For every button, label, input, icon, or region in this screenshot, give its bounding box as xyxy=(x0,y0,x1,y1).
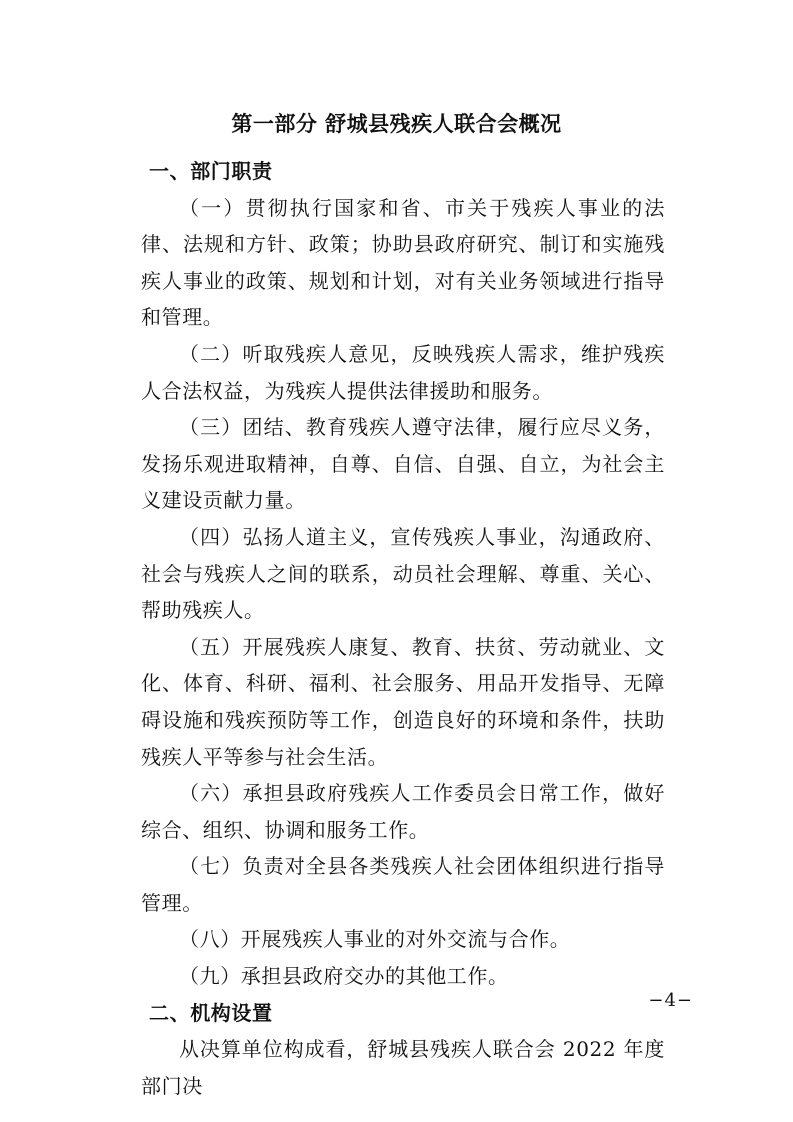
duty-item-4: （四）弘扬人道主义，宣传残疾人事业，沟通政府、社会与残疾人之间的联系，动员社会理解、尊重、关心、帮助残疾人。 xyxy=(141,524,665,623)
duty-item-8: （八）开展残疾人事业的对外交流与合作。 xyxy=(179,927,571,952)
duty-item-6: （六）承担县政府残疾人工作委员会日常工作，做好综合、组织、协调和服务工作。 xyxy=(141,781,665,842)
duty-item-3: （三）团结、教育残疾人遵守法律，履行应尽义务，发扬乐观进取精神，自尊、自信、自强、自立，为社会主义建设贡献力量。 xyxy=(141,415,665,513)
duty-item-1: （一）贯彻执行国家和省、市关于残疾人事业的法律、法规和方针、政策；协助县政府研究、制订和实施残疾人事业的政策、规划和计划，对有关业务领域进行指导和管理。 xyxy=(141,195,665,330)
duty-item-2: （二）听取残疾人意见，反映残疾人需求，维护残疾人合法权益，为残疾人提供法律援助和服务。 xyxy=(141,341,665,403)
page-number: −4− xyxy=(648,990,693,1011)
duty-item-9: （九）承担县政府交办的其他工作。 xyxy=(179,964,509,989)
duty-item-5: （五）开展残疾人康复、教育、扶贫、劳动就业、文化、体育、科研、福利、社会服务、用品开发指导、无障碍设施和残疾预防等工作，创造良好的环境和条件，扶助残疾人平等参与社会生活。 xyxy=(141,634,665,769)
section-heading-duties: 一、部门职责 xyxy=(149,159,273,183)
section-heading-structure: 二、机构设置 xyxy=(149,1000,273,1025)
page-title: 第一部分 舒城县残疾人联合会概况 xyxy=(231,112,562,136)
document-body xyxy=(141,153,665,1104)
duty-item-7: （七）负责对全县各类残疾人社会团体组织进行指导管理。 xyxy=(141,854,665,915)
structure-paragraph: 从决算单位构成看，舒城县残疾人联合会 2022 年度部门决 xyxy=(141,1037,665,1098)
